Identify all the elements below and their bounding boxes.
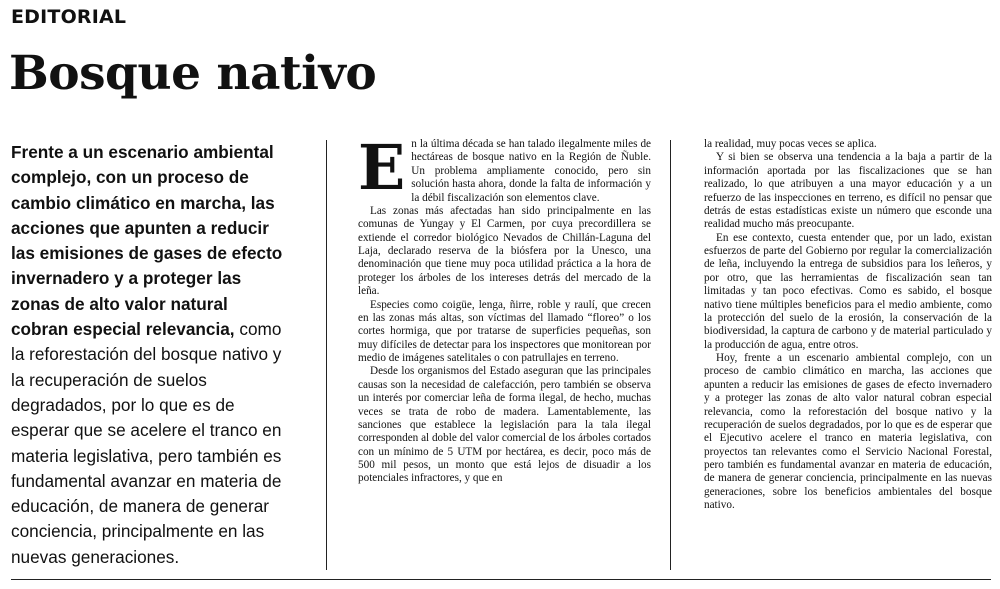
article-paragraph: la realidad, muy pocas veces se aplica. [704, 138, 877, 150]
lead-bold-text: Frente a un escenario ambiental complejo, con un proceso de cambio climático en marcha, las acciones que apunten a reducir las emisiones de gases de efecto invernadero y a proteger las zonas de alto valor natural cobran especial relevancia, [11, 142, 283, 340]
section-label: EDITORIAL [11, 6, 127, 28]
article-column-1 [358, 131, 651, 486]
lead-paragraph [11, 140, 289, 570]
article-paragraph: En la última década se han talado ilegalmente miles de hectáreas de bosque nativo en la Región de Ñuble. Un problema ampliamente conocido, pero sin solución hasta ahora, donde la falta de información y la débil fiscalización son elementos clave. [358, 131, 651, 204]
article-paragraph: Hoy, frente a un escenario ambiental complejo, con un proceso de cambio climático en marcha, las acciones que apunten a reducir las emisiones de gases de efecto invernadero y a proteger las zonas de alto valor natural cobran especial relevancia, como la reforestación del bosque nativo y la recuperación de suelos degradados, por lo que es de esperar que el Ejecutivo acelere el tranco en materia legislativa, con proyectos tan relevantes como el Servicio Nacional Forestal, pero también es fundamental avanzar en materia de educación, de manera de generar conciencia, principalmente en las nuevas generaciones, sobre los beneficios ambientales del bosque nativo. [704, 352, 992, 512]
lead-normal-text: como la reforestación del bosque nativo y la recuperación de suelos degradados, por lo que es de esperar que se acelere el tranco en materia legislativa, pero también es fundamental avanzar en materia de educación, de manera de generar conciencia, principalmente en las nuevas generaciones. [11, 319, 282, 567]
article-paragraph: Y si bien se observa una tendencia a la baja a partir de la información aportada por las fiscalizaciones que se han realizado, lo que atribuyen a una mayor educación y a un refuerzo de las inspecciones en terreno, es difícil no pensar que detrás de estas estadísticas existe un número que esconde una realidad mucho más preocupante. [704, 151, 992, 231]
article-paragraph: En ese contexto, cuesta entender que, por un lado, existan esfuerzos de parte del Gobierno por regular la comercialización de leña, incluyendo la entrega de subsidios para los leñeros, y por otro, que las herramientas de fiscalización sean tan limitadas y tan poco efectivas. Como es sabido, el bosque nativo tiene múltiples beneficios para el medio ambiente, como la protección del suelo de la erosión, la conservación de la biodiversidad, la captura de carbono y de material particulado y la producción de agua, entre otros. [704, 231, 992, 351]
article-paragraph: Las zonas más afectadas han sido principalmente en las comunas de Yungay y El Carmen, por cuya precordillera se extiende el corredor biológico Nevados de Chillán-Laguna del Laja, declarado reserva de la biósfera por la Unesco, una denominación que tiene muy poca utilidad práctica a la hora de proteger los árboles de los intereses detrás del mercado de la leña. [358, 204, 651, 298]
headline: Bosque nativo [9, 46, 377, 101]
article-paragraph: Desde los organismos del Estado aseguran que las principales causas son la necesidad de calefacción, pero también se observa un interés por comerciar leña de forma ilegal, de hecho, muchas veces se trata de robo de madera. Lamentablemente, las sanciones que establece la legislación para la tala ilegal corresponden al doble del valor comercial de los árboles cortados con un mínimo de 5 UTM por hectárea, es decir, poco más de 500 mil pesos, un monto que está lejos de disuadir a los potenciales infractores, y que en [358, 365, 651, 485]
bottom-rule [11, 579, 991, 580]
drop-cap: E [358, 131, 406, 204]
article-column-2 [704, 138, 992, 513]
article-paragraph: Especies como coigüe, lenga, ñirre, roble y raulí, que crecen en las zonas más altas, son víctimas del llamado “floreo” o los cortes hormiga, que por tratarse de superficies pequeñas, son muy difíciles de detectar para los inspectores que monitorean por medio de imágenes satelitales o con patrullajes en terreno. [358, 298, 651, 364]
column-divider-1 [326, 140, 327, 570]
column-divider-2 [670, 140, 671, 570]
